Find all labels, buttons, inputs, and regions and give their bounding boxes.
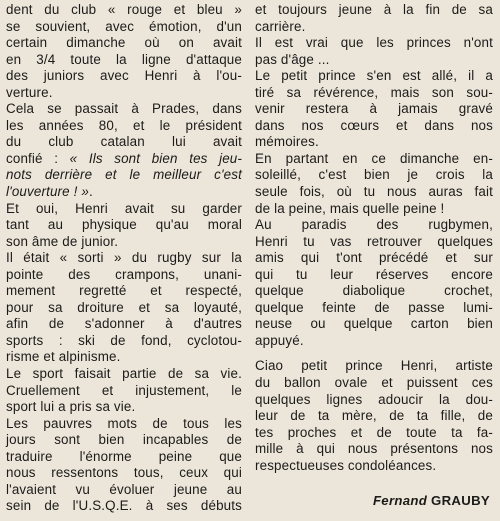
- text-line: dans nos cœurs et dans nos: [255, 117, 493, 133]
- text-line: verture.: [6, 84, 53, 100]
- text-line: respectueuses condoléances.: [255, 457, 437, 473]
- paragraph-left-3: [6, 201, 242, 251]
- text-line: Le sport faisait partie de sa vie.: [6, 366, 242, 382]
- paragraph-left-2: [6, 101, 242, 200]
- author-signature: [373, 493, 490, 508]
- text-line: sport lui a pris sa vie.: [6, 399, 136, 415]
- paragraph-left-6: [6, 416, 242, 515]
- text-line: traduire l'énorme peine que: [6, 448, 242, 464]
- quote-line: nots derrière et le meilleur c'est: [6, 167, 242, 183]
- text-line: tiré sa révérence, mais son sou-: [255, 84, 493, 100]
- text-line: Et oui, Henri avait su garder: [6, 200, 242, 216]
- text-fragment: .: [88, 184, 93, 200]
- paragraph-right-1: [255, 2, 493, 35]
- text-line: tes proches et de toute ta fa-: [255, 424, 493, 440]
- quote-fragment: « Ils sont bien tes jeu-: [69, 150, 243, 166]
- text-line: jours sont bien incapables de: [6, 432, 242, 448]
- article-column-left: [6, 2, 242, 515]
- text-line: Les pauvres mots de tous les: [6, 415, 242, 431]
- text-line: en 3/4 toute la ligne d'attaque: [6, 51, 242, 67]
- text-line: mémoires.: [255, 134, 319, 150]
- text-line: neuse ou quelque carton bien: [255, 316, 493, 332]
- author-last-name: GRAUBY: [431, 493, 490, 508]
- text-line: venir restera à jamais gravé: [255, 101, 493, 117]
- text-line: mille à qui nous présentons nos: [255, 441, 493, 457]
- article-column-right: [255, 2, 493, 474]
- author-first-name: Fernand: [372, 493, 428, 508]
- text-line: son âme de junior.: [6, 233, 119, 249]
- text-line: et toujours jeune à la fin de sa: [255, 2, 493, 17]
- paragraph-left-5: [6, 366, 242, 416]
- text-line: dent du club « rouge et bleu »: [6, 2, 242, 17]
- text-line: du ballon ovale et puissent ces: [255, 375, 493, 391]
- text-line: se souvient, avec émotion, d'un: [6, 18, 242, 34]
- text-line: Au paradis des rugbymen,: [255, 217, 493, 233]
- text-line: quelque diabolique crochet,: [255, 283, 493, 299]
- text-line: quelque feinte de passe lumi-: [255, 299, 493, 315]
- text-line: Il était « sorti » du rugby sur la: [6, 250, 242, 266]
- text-line: sports : ski de fond, cyclotou-: [6, 332, 242, 348]
- text-line: quelques lignes adoucir la dou-: [255, 391, 493, 407]
- text-line: des juniors avec Henri à l'ou-: [6, 68, 242, 84]
- paragraph-right-3: [255, 68, 493, 151]
- text-line: seule fois, où tu nous auras fait: [255, 184, 493, 200]
- text-line: Henri tu vas retrouver quelques: [255, 233, 493, 249]
- text-line: amis qui t'ont précédé et sur: [255, 250, 493, 266]
- paragraph-right-5: [255, 217, 493, 349]
- text-fragment: confié :: [6, 150, 70, 166]
- text-line: du club catalan lui avait: [6, 134, 242, 150]
- text-line: Cela se passait à Prades, dans: [6, 101, 242, 117]
- text-line: de la peine, mais quelle peine !: [255, 200, 445, 216]
- paragraph-right-2: [255, 35, 493, 68]
- text-line: soleillé, c'est bien je crois la: [255, 167, 493, 183]
- text-line: Ciao petit prince Henri, artiste: [255, 358, 493, 374]
- text-line: sein de l'U.S.Q.E. à ses débuts: [6, 498, 242, 514]
- text-line: tant au physique qu'au moral: [6, 217, 242, 233]
- text-line: carrière.: [255, 18, 306, 34]
- text-line: certain dimanche où on avait: [6, 35, 242, 51]
- text-line: [6, 151, 242, 168]
- paragraph-right-6: [255, 358, 493, 474]
- text-line: Cruellement et injustement, le: [6, 382, 242, 398]
- text-line: risme et alpinisme.: [6, 349, 121, 365]
- paragraph-right-4: [255, 151, 493, 217]
- text-line: En partant en ce dimanche en-: [255, 150, 493, 166]
- text-line: afin de s'adonner à d'autres: [6, 316, 242, 332]
- text-line: pour sa droiture et sa loyauté,: [6, 299, 242, 315]
- text-line: Il est vrai que les princes n'ont: [255, 35, 493, 51]
- text-line: les années 80, et le président: [6, 117, 242, 133]
- text-line: pointe des crampons, unani-: [6, 266, 242, 282]
- paragraph-left-1: [6, 2, 242, 101]
- text-line: appuyé.: [255, 332, 304, 348]
- text-line: qui tu leur réserves encore: [255, 266, 493, 282]
- text-line: leur de ta mère, de ta fille, de: [255, 408, 493, 424]
- text-line: nous ressentons tous, ceux qui: [6, 465, 242, 481]
- text-line: pas d'âge ...: [255, 51, 330, 67]
- quote-fragment: l'ouverture ! »: [6, 184, 89, 200]
- paragraph-left-4: [6, 250, 242, 366]
- text-line: l'avaient vu évoluer jeune au: [6, 481, 242, 497]
- text-line: mement regretté et respecté,: [6, 283, 242, 299]
- paragraph-spacer: [255, 349, 493, 358]
- text-line: Le petit prince s'en est allé, il a: [255, 68, 493, 84]
- text-line: [6, 184, 242, 201]
